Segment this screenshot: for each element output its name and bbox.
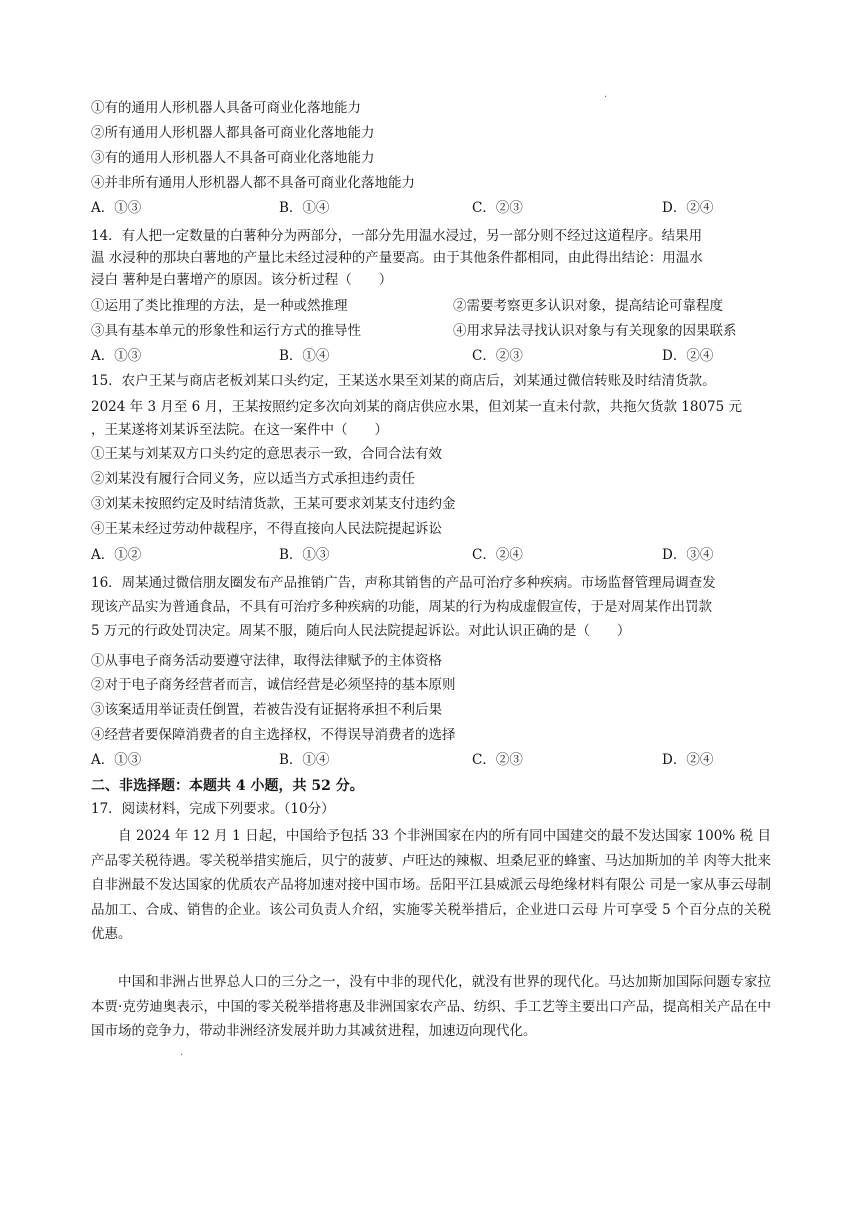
q15-option-d: D．③④ — [662, 547, 714, 563]
q15-option-b: B．①③ — [279, 547, 330, 563]
q13-option-c: C．②③ — [472, 200, 523, 216]
q13-option-d: D．②④ — [662, 200, 714, 216]
q14-option-a: A．①③ — [91, 348, 142, 364]
q14-stem-line-2: 温 水浸种的那块白薯地的产量比未经过浸种的产量要高。由于其他条件都相同，由此得出结论：用温水 — [91, 250, 703, 266]
q13-statement-1: ①有的通用人形机器人具备可商业化落地能力 — [91, 100, 361, 116]
q17-material-paragraph-2: 中国和非洲占世界总人口的三分之一，没有中非的现代化，就没有世界的现代化。马达加斯加国际问题专家拉本贾·克劳迪奥表示，中国的零关税举措将惠及非洲国家农产品、纺织、手工艺等主要出口产品，提高相关产品在中国市场的竞争力，带动非洲经济发展并助力其减贫进程，加速迈向现代化。 — [91, 974, 771, 1039]
q16-option-b: B．①④ — [279, 752, 330, 768]
q15-stem-line-1: 15．农户王某与商店老板刘某口头约定，王某送水果至刘某的商店后，刘某通过微信转账及时结清货款。 — [91, 373, 716, 389]
q16-option-a: A．①③ — [91, 752, 142, 768]
q17-title: 17．阅读材料，完成下列要求。（10分） — [91, 801, 335, 817]
q15-answer-options — [91, 545, 751, 565]
q16-answer-options — [91, 750, 751, 770]
q15-option-a: A．①② — [91, 547, 142, 563]
q16-stem-line-1: 16．周某通过微信朋友圈发布产品推销广告，声称其销售的产品可治疗多种疾病。市场监督管理局调查发 — [91, 575, 716, 591]
q14-option-d: D．②④ — [662, 348, 714, 364]
scan-dot: · — [180, 1050, 184, 1061]
q15-option-c: C．②④ — [472, 547, 523, 563]
q14-answer-options — [91, 346, 751, 366]
q14-stem-line-1: 14．有人把一定数量的白薯种分为两部分，一部分先用温水浸过，另一部分则不经过这道程序。结果用 — [91, 228, 703, 244]
q14-statement-2: ②需要考察更多认识对象，提高结论可靠程度 — [453, 298, 723, 314]
q14-statement-1: ①运用了类比推理的方法，是一种或然推理 — [91, 298, 348, 314]
section-heading-non-choice: 二、非选择题：本题共 4 小题，共 52 分。 — [91, 778, 364, 794]
q14-statement-3: ③具有基本单元的形象性和运行方式的推导性 — [91, 323, 361, 339]
q16-option-c: C．②③ — [472, 752, 523, 768]
q16-statement-3: ③该案适用举证责任倒置，若被告没有证据将承担不利后果 — [91, 702, 442, 718]
q15-statement-3: ③刘某未按照约定及时结清货款，王某可要求刘某支付违约金 — [91, 496, 456, 512]
q14-option-b: B．①④ — [279, 348, 330, 364]
q13-option-a: A．①③ — [91, 200, 142, 216]
q15-statement-1: ①王某与刘某双方口头约定的意思表示一致，合同合法有效 — [91, 446, 442, 462]
q14-statements-row-1 — [91, 296, 771, 316]
q16-option-d: D．②④ — [662, 752, 714, 768]
q13-answer-options — [91, 198, 751, 218]
scan-dot: · — [604, 92, 608, 103]
q16-stem-line-2: 现该产品实为普通食品，不具有可治疗多种疾病的功能，周某的行为构成虚假宣传，于是对周某作出罚款 — [91, 599, 712, 615]
q15-statement-2: ②刘某没有履行合同义务，应以适当方式承担违约责任 — [91, 471, 415, 487]
q15-statement-4: ④王某未经过劳动仲裁程序，不得直接向人民法院提起诉讼 — [91, 521, 442, 537]
q14-statement-4: ④用求异法寻找认识对象与有关现象的因果联系 — [453, 323, 737, 339]
q17-material-paragraph-1: 自 2024 年 12 月 1 日起，中国给予包括 33 个非洲国家在内的所有同中国建交的最不发达国家 100% 税 目产品零关税待遇。零关税举措实施后，贝宁的菠萝、卢旺达的辣椒、坦桑尼亚的蜂蜜、马达加斯加的羊 肉等大批来自非洲最不发达国家的优质农产品将加速对接中国市场。岳阳平江县威派云母绝缘材料有限公 司是一家从事云母制品加工、合成、销售的企业。该公司负责人介绍，实施零关税举措后，企业进口云母 片可享受 5 个百分点的关税优惠。 — [91, 828, 771, 942]
q15-stem-line-2: 2024 年 3 月至 6 月，王某按照约定多次向刘某的商店供应水果，但刘某一直未付款，共拖欠货款 18075 元 — [91, 399, 743, 415]
q14-option-c: C．②③ — [472, 348, 523, 364]
q14-stem-line-3: 浸白 薯种是白薯增产的原因。该分析过程（ ） — [91, 272, 393, 288]
q15-stem-line-3: ，王某遂将刘某诉至法院。在这一案件中（ ） — [91, 422, 388, 438]
q13-statement-3: ③有的通用人形机器人不具备可商业化落地能力 — [91, 150, 375, 166]
q13-statement-4: ④并非所有通用人形机器人都不具备可商业化落地能力 — [91, 175, 415, 191]
q16-statement-1: ①从事电子商务活动要遵守法律，取得法律赋予的主体资格 — [91, 653, 442, 669]
q16-stem-line-3: 5 万元的行政处罚决定。周某不服，随后向人民法院提起诉讼。对此认识正确的是（ ） — [91, 623, 631, 639]
q13-option-b: B．①④ — [279, 200, 330, 216]
q16-statement-2: ②对于电子商务经营者而言，诚信经营是必须坚持的基本原则 — [91, 677, 456, 693]
q16-statement-4: ④经营者要保障消费者的自主选择权，不得误导消费者的选择 — [91, 727, 456, 743]
q14-statements-row-2 — [91, 321, 771, 341]
q13-statement-2: ②所有通用人形机器人都具备可商业化落地能力 — [91, 125, 375, 141]
